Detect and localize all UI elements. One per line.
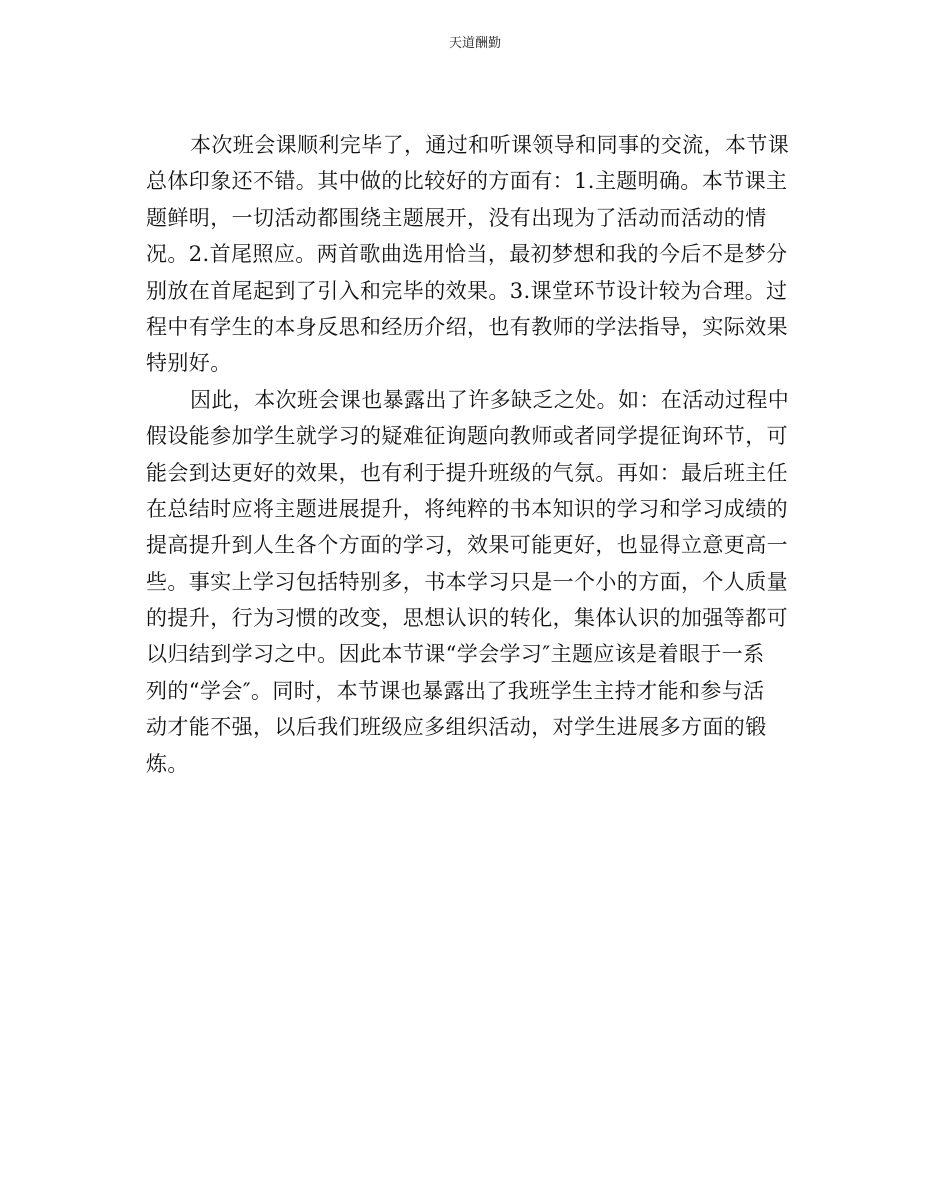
page-header: 天道酬勤 — [448, 36, 501, 51]
paragraph-line: 的提升，行为习惯的改变，思想认识的转化，集体认识的加强等都可 — [146, 606, 788, 631]
paragraph-line: 列的“学会″。同时，本节课也暴露出了我班学生主持才能和参与活 — [146, 678, 765, 703]
paragraph-line: 因此，本次班会课也暴露出了许多缺乏之处。如：在活动过程中 — [190, 387, 790, 412]
paragraph-line: 以归结到学习之中。因此本节课“学会学习″主题应该是着眼于一系 — [146, 642, 765, 667]
paragraph-2 — [146, 382, 806, 782]
paragraph-line: 提高提升到人生各个方面的学习，效果可能更好，也显得立意更高一 — [146, 533, 788, 558]
paragraph-line: 假设能参加学生就学习的疑难征询题向教师或者同学提征询环节，可 — [146, 424, 788, 449]
paragraph-1 — [146, 127, 806, 382]
paragraph-line: 特别好。 — [146, 351, 232, 376]
paragraph-line: 些。事实上学习包括特别多，书本学习只是一个小的方面，个人质量 — [146, 569, 788, 594]
paragraph-line: 程中有学生的本身反思和经历介绍，也有教师的学法指导，实际效果 — [146, 314, 788, 339]
paragraph-line: 况。2.首尾照应。两首歌曲选用恰当，最初梦想和我的今后不是梦分 — [146, 242, 788, 267]
paragraph-line: 动才能不强，以后我们班级应多组织活动，对学生进展多方面的锻 — [146, 715, 767, 740]
paragraph-line: 题鲜明，一切活动都围绕主题展开，没有出现为了活动而活动的情 — [146, 205, 767, 230]
document-body — [146, 127, 806, 782]
paragraph-line: 炼。 — [146, 751, 189, 776]
paragraph-line: 别放在首尾起到了引入和完毕的效果。3.课堂环节设计较为合理。过 — [146, 278, 788, 303]
paragraph-line: 能会到达更好的效果，也有利于提升班级的气氛。再如：最后班主任 — [146, 460, 788, 485]
paragraph-line: 总体印象还不错。其中做的比较好的方面有：1.主题明确。本节课主 — [146, 169, 788, 194]
paragraph-line: 本次班会课顺利完毕了，通过和听课领导和同事的交流，本节课 — [190, 133, 790, 157]
paragraph-line: 在总结时应将主题进展提升，将纯粹的书本知识的学习和学习成绩的 — [146, 496, 788, 521]
